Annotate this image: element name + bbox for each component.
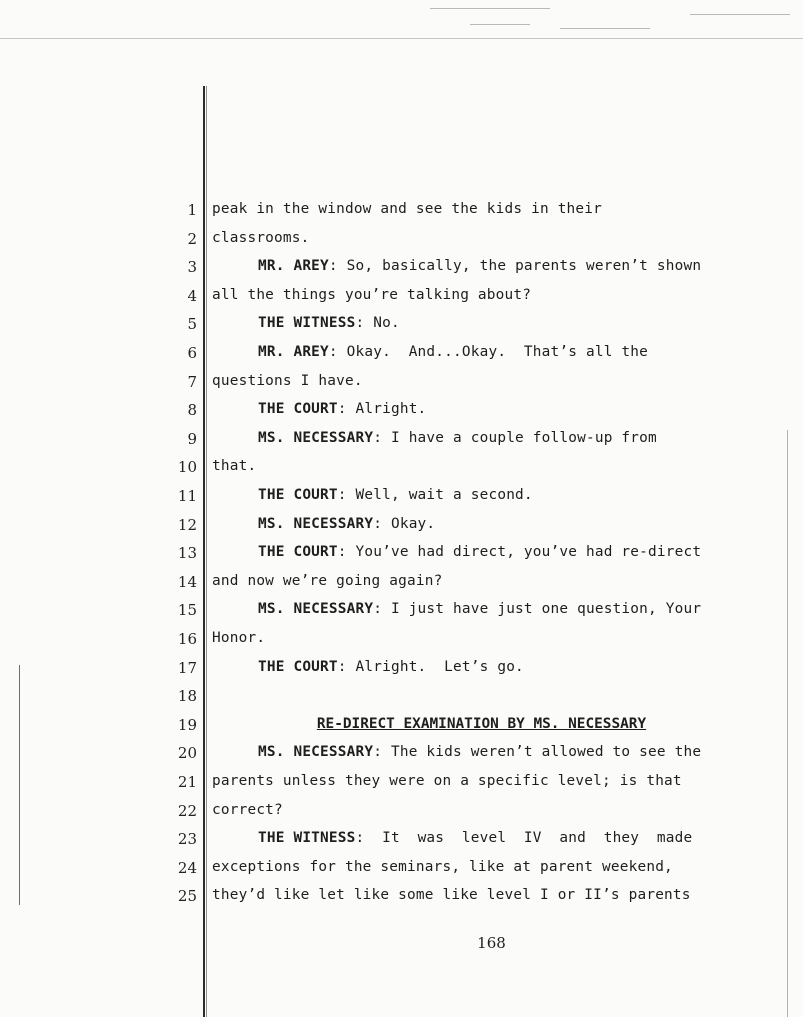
transcript-line xyxy=(0,854,803,882)
speaker-label: MR. AREY xyxy=(258,344,329,360)
line-text xyxy=(258,258,803,274)
line-text xyxy=(258,344,803,360)
line-text xyxy=(258,487,803,503)
line-text xyxy=(212,859,782,875)
line-number: 12 xyxy=(177,515,197,534)
transcript-line xyxy=(0,797,803,825)
spoken-text: classrooms. xyxy=(212,229,310,246)
spoken-text: all the things you’re talking about? xyxy=(212,286,532,303)
transcript-line xyxy=(0,396,803,424)
transcript-line xyxy=(0,368,803,396)
transcript-line xyxy=(0,739,803,767)
line-text xyxy=(212,373,782,389)
transcript-line xyxy=(0,596,803,624)
spoken-text: : You’ve had direct, you’ve had re-direct xyxy=(337,544,702,561)
spoken-text: exceptions for the seminars, like at parent weekend, xyxy=(212,858,673,875)
scan-smudge xyxy=(430,8,550,9)
transcript-line xyxy=(0,339,803,367)
speaker-label: MS. NECESSARY xyxy=(258,515,374,532)
line-text xyxy=(212,887,782,903)
speaker-label: MS. NECESSARY xyxy=(258,744,374,761)
page-number: 168 xyxy=(477,934,506,952)
spoken-text: : I have a couple follow-up from xyxy=(373,429,657,446)
spoken-text: peak in the window and see the kids in their xyxy=(212,201,603,217)
transcript-line xyxy=(0,482,803,510)
line-number: 6 xyxy=(187,344,197,362)
speaker-label: THE COURT xyxy=(258,658,338,675)
transcript-line xyxy=(0,682,803,710)
line-number: 21 xyxy=(177,773,197,791)
transcript-line xyxy=(0,568,803,596)
line-number: 17 xyxy=(177,658,197,677)
line-number: 19 xyxy=(177,715,197,734)
transcript-line xyxy=(0,196,803,224)
line-number: 25 xyxy=(177,887,197,906)
line-text xyxy=(212,630,782,646)
spoken-text: : Alright. Let’s go. xyxy=(337,658,524,675)
line-text xyxy=(212,458,782,474)
line-number: 14 xyxy=(177,572,197,591)
speaker-label: MS. NECESSARY xyxy=(258,601,374,618)
line-number: 3 xyxy=(187,258,197,277)
line-number: 11 xyxy=(177,487,197,505)
transcript-line xyxy=(0,453,803,481)
spoken-text: : I just have just one question, Your xyxy=(373,601,702,618)
line-number: 23 xyxy=(177,830,197,849)
line-text xyxy=(258,830,803,846)
spoken-text: they’d like let like some like level I or II’s parents xyxy=(212,887,691,904)
scan-smudge xyxy=(560,28,650,29)
transcript-line xyxy=(0,282,803,310)
line-text xyxy=(258,430,803,446)
line-number: 8 xyxy=(187,401,197,420)
speaker-label: THE COURT xyxy=(258,544,338,561)
line-text xyxy=(212,230,782,246)
spoken-text: : No. xyxy=(355,315,400,332)
line-text xyxy=(258,516,803,532)
transcript-line xyxy=(0,711,803,739)
transcript-line xyxy=(0,425,803,453)
transcript-line xyxy=(0,511,803,539)
line-text xyxy=(258,315,803,331)
spoken-text: parents unless they were on a specific level; is that xyxy=(212,773,682,789)
spoken-text: : Okay. xyxy=(373,515,436,532)
scan-smudge xyxy=(470,24,530,25)
spoken-text: and now we’re going again? xyxy=(212,572,443,589)
speaker-label: THE COURT xyxy=(258,401,338,418)
line-number: 5 xyxy=(187,315,197,334)
line-number: 9 xyxy=(187,429,197,448)
speaker-label: THE WITNESS xyxy=(258,830,356,847)
transcript-line xyxy=(0,768,803,796)
transcript-line xyxy=(0,882,803,910)
line-number: 18 xyxy=(177,687,197,706)
speaker-label: MR. AREY xyxy=(258,258,329,275)
transcript-line xyxy=(0,310,803,338)
spoken-text: : So, basically, the parents weren’t shown xyxy=(328,258,702,275)
scan-edge-line xyxy=(0,38,803,39)
line-number: 10 xyxy=(177,458,197,477)
line-number: 2 xyxy=(187,229,197,248)
scan-smudge xyxy=(690,14,790,15)
spoken-text: correct? xyxy=(212,801,283,818)
speaker-label: THE COURT xyxy=(258,487,338,503)
line-text xyxy=(212,287,782,303)
transcript-line xyxy=(0,654,803,682)
line-number: 24 xyxy=(177,858,197,877)
line-number: 16 xyxy=(177,630,197,648)
transcript-line xyxy=(0,539,803,567)
line-text xyxy=(258,659,803,675)
line-text xyxy=(258,544,803,560)
line-number: 7 xyxy=(187,372,197,391)
speaker-label: MS. NECESSARY xyxy=(258,429,374,446)
line-number: 13 xyxy=(177,544,197,563)
line-number: 4 xyxy=(187,286,197,305)
spoken-text: : Okay. And...Okay. That’s all the xyxy=(328,344,649,360)
transcript-line xyxy=(0,625,803,653)
line-text xyxy=(212,573,782,589)
line-text xyxy=(212,773,782,789)
spoken-text: : It was level IV and they made xyxy=(355,830,693,847)
line-number: 22 xyxy=(177,801,197,820)
section-heading: RE-DIRECT EXAMINATION BY MS. NECESSARY xyxy=(316,715,647,732)
spoken-text: : Alright. xyxy=(337,401,427,418)
spoken-text: that. xyxy=(212,458,257,475)
line-text xyxy=(212,802,782,818)
line-text xyxy=(258,744,803,760)
line-number: 15 xyxy=(177,601,197,620)
line-text xyxy=(212,201,782,217)
transcript-line xyxy=(0,225,803,253)
line-number: 1 xyxy=(187,201,197,219)
line-text xyxy=(258,401,803,417)
line-text xyxy=(258,601,803,617)
speaker-label: THE WITNESS xyxy=(258,315,356,332)
spoken-text: questions I have. xyxy=(212,372,363,389)
line-number: 20 xyxy=(177,744,197,763)
spoken-text: Honor. xyxy=(212,630,266,646)
transcript-line xyxy=(0,825,803,853)
spoken-text: : The kids weren’t allowed to see the xyxy=(373,744,702,761)
transcript-line xyxy=(0,253,803,281)
spoken-text: : Well, wait a second. xyxy=(337,487,533,503)
